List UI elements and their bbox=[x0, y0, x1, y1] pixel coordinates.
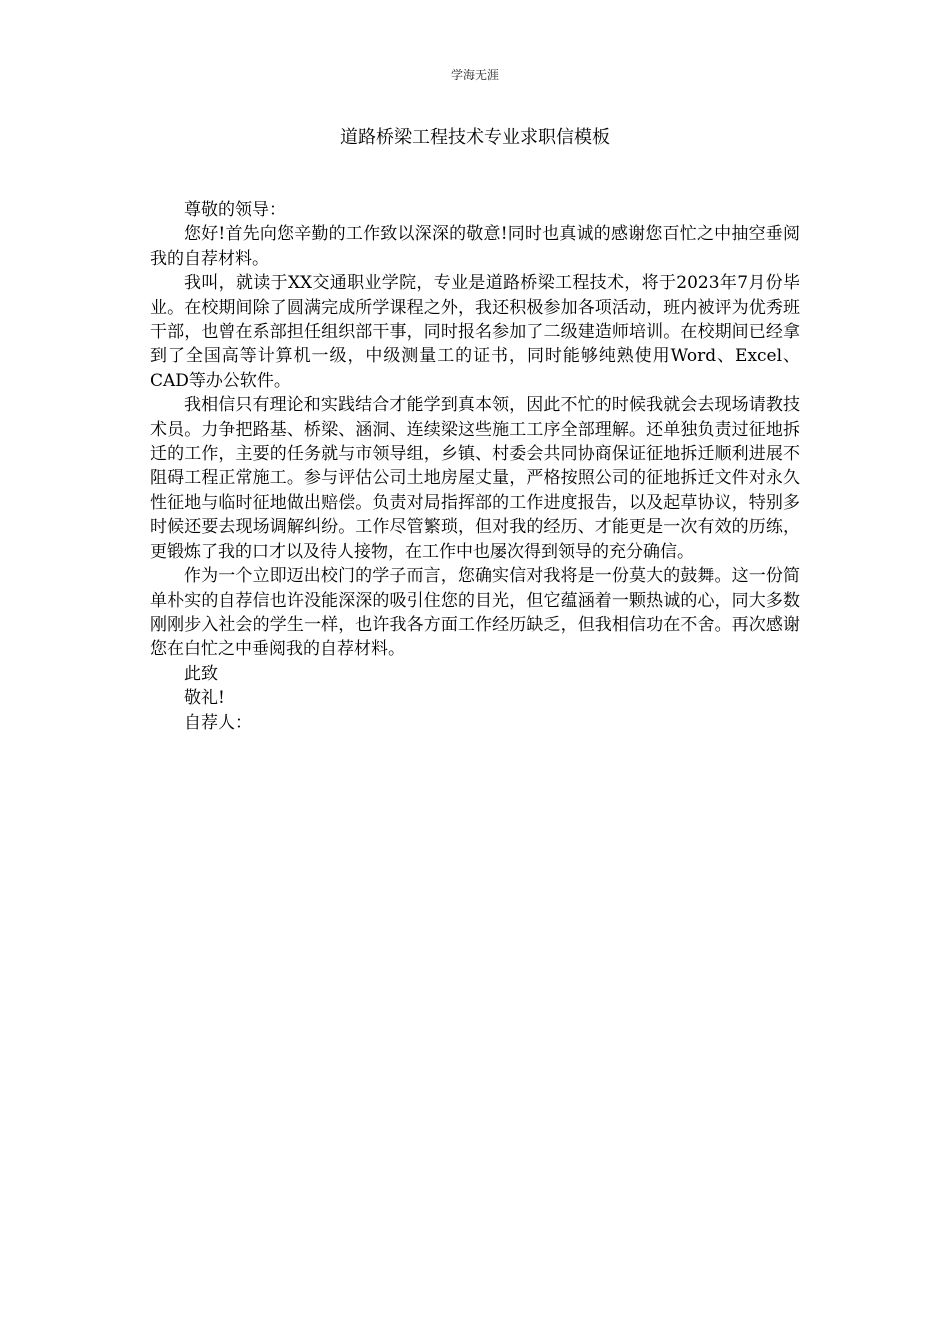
paragraph-introduction: 我叫，就读于XX交通职业学院，专业是道路桥梁工程技术，将于2023年7月份毕业。在校期间除了圆满完成所学课程之外，我还积极参加各项活动，班内被评为优秀班干部，也曾在系部担任组织部干事，同时报名参加了二级建造师培训。在校期间已经拿到了全国高等计算机一级，中级测量工的证书，同时能够纯熟使用Word、Excel、CAD等办公软件。 bbox=[150, 273, 800, 391]
salutation: 尊敬的领导： bbox=[184, 200, 286, 220]
letter-body bbox=[150, 198, 800, 735]
closing-salute: 敬礼! bbox=[184, 688, 225, 709]
paragraph-experience: 我相信只有理论和实践结合才能学到真本领，因此不忙的时候我就会去现场请教技术员。力争把路基、桥梁、涵洞、连续梁这些施工工序全部理解。还单独负责过征地拆迁的工作，主要的任务就与市领导组，乡镇、村委会共同协商保证征地拆迁顺利进展不阻碍工程正常施工。参与评估公司土地房屋丈量，严格按照公司的征地拆迁文件对永久性征地与临时征地做出赔偿。负责对局指挥部的工作进度报告，以及起草协议，特别多时候还要去现场调解纠纷。工作尽管繁琐，但对我的经历、才能更是一次有效的历练，更锻炼了我的口才以及待人接物，在工作中也屡次得到领导的充分确信。 bbox=[150, 395, 800, 562]
page-header: 学海无涯 bbox=[450, 68, 499, 82]
paragraph-greeting: 您好!首先向您辛勤的工作致以深深的敬意!同时也真诚的感谢您百忙之中抽空垂阅我的自荐材料。 bbox=[150, 224, 800, 269]
document-title: 道路桥梁工程技术专业求职信模板 bbox=[340, 127, 610, 148]
closing-line: 此致 bbox=[184, 663, 218, 684]
paragraph-conclusion: 作为一个立即迈出校门的学子而言，您确实信对我将是一份莫大的鼓舞。这一份简单朴实的自荐信也许没能深深的吸引住您的目光，但它蕴涵着一颗热诚的心，同大多数刚刚步入社会的学生一样，也许我各方面工作经历缺乏，但我相信功在不舍。再次感谢您在白忙之中垂阅我的自荐材料。 bbox=[150, 566, 800, 660]
signature-label: 自荐人： bbox=[184, 712, 252, 733]
